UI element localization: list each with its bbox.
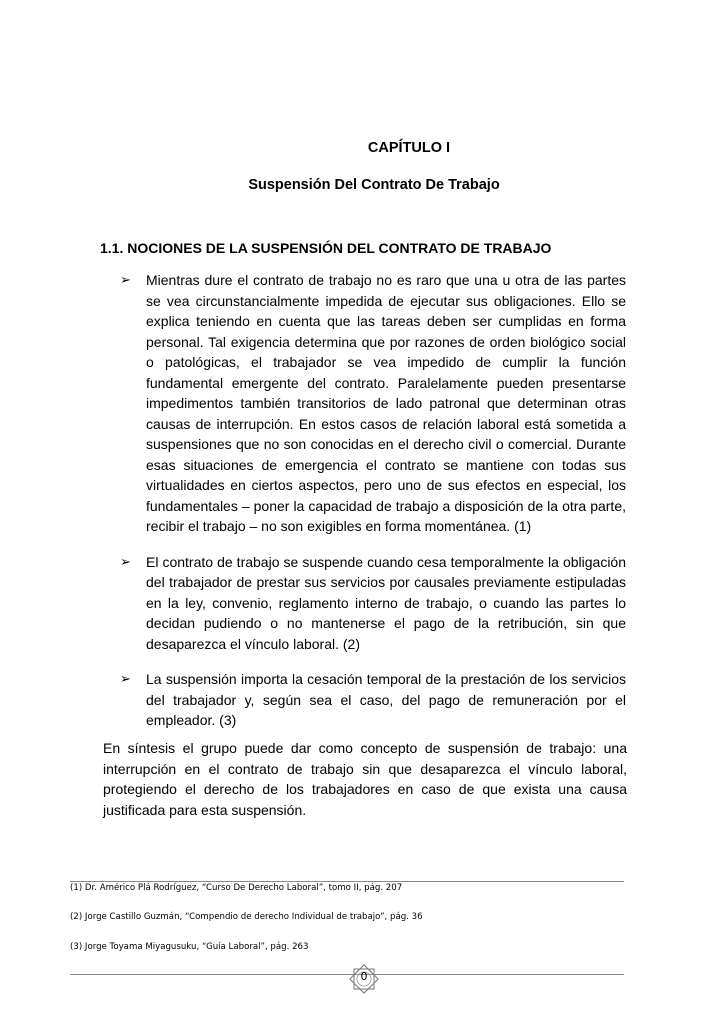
footnote-1: (1) Dr. Américo Plá Rodríguez, “Curso De Derecho Laboral”, tomo II, pág. 207 xyxy=(70,883,403,893)
arrow-bullet-icon: ➢ xyxy=(120,272,131,287)
footnote-2: (2) Jorge Castillo Guzmán, “Compendio de derecho Individual de trabajo”, pág. 36 xyxy=(70,912,423,922)
list-item xyxy=(120,552,626,655)
section-heading: 1.1. NOCIONES DE LA SUSPENSIÓN DEL CONTRATO DE TRABAJO xyxy=(100,240,552,256)
list-item xyxy=(120,669,626,731)
arrow-bullet-icon: ➢ xyxy=(120,553,131,569)
chapter-title: CAPÍTULO I xyxy=(367,140,451,156)
footnote-3: (3) Jorge Toyama Miyagusuku, “Guía Laboral”, pág. 263 xyxy=(70,942,309,952)
summary-paragraph: En síntesis el grupo puede dar como concepto de suspensión de trabajo: una interrupción en el contrato de trabajo sin que desaparezca el vínculo laboral, protegiendo el derecho de los trabajadores en caso de que exista una causa justificada para esta suspensión. xyxy=(103,740,627,818)
bullet-list xyxy=(120,270,626,746)
page-number: 0 xyxy=(360,970,368,983)
chapter-subtitle: Suspensión Del Contrato De Trabajo xyxy=(248,177,500,193)
arrow-bullet-icon: ➢ xyxy=(120,671,131,686)
list-item xyxy=(120,270,626,537)
bullet-text: La suspensión importa la cesación temporal de la prestación de los servicios del trabajador y, según sea el caso, del pago de remuneración por el empleador. (3) xyxy=(146,671,626,728)
bullet-text: El contrato de trabajo se suspende cuando cesa temporalmente la obligación del trabajador de prestar sus servicios por causales previamente estipuladas en la ley, convenio, reglamento interno de trabajo, o cuando las partes lo decidan pudiendo o no mantenerse el pago de la retribución, sin que desaparezca el vínculo laboral. (2) xyxy=(146,553,626,652)
footnote-divider xyxy=(70,881,624,882)
bullet-text: Mientras dure el contrato de trabajo no es raro que una u otra de las partes se vea circunstancialmente impedida de ejecutar sus obligaciones. Ello se explica teniendo en cuenta que las tareas deben ser cumplidas en forma personal. Tal exigencia determina que por razones de orden biológico social o patológicas, el trabajador se vea impedido de cumplir la función fundamental emergente del contrato. Paralelamente pueden presentarse impedimentos también transitorios de lado patronal que determinan otras causas de interrupción. En estos casos de relación laboral está sometida a suspensiones que no son conocidas en el derecho civil o comercial. Durante esas situaciones de emergencia el contrato se mantiene con todas sus virtualidades en ciertos aspectos, pero uno de sus efectos en especial, los fundamentales – poner la capacidad de trabajo a disposición de la otra parte, recibir el trabajo – no son exigibles en forma momentánea. (1) xyxy=(146,272,626,534)
